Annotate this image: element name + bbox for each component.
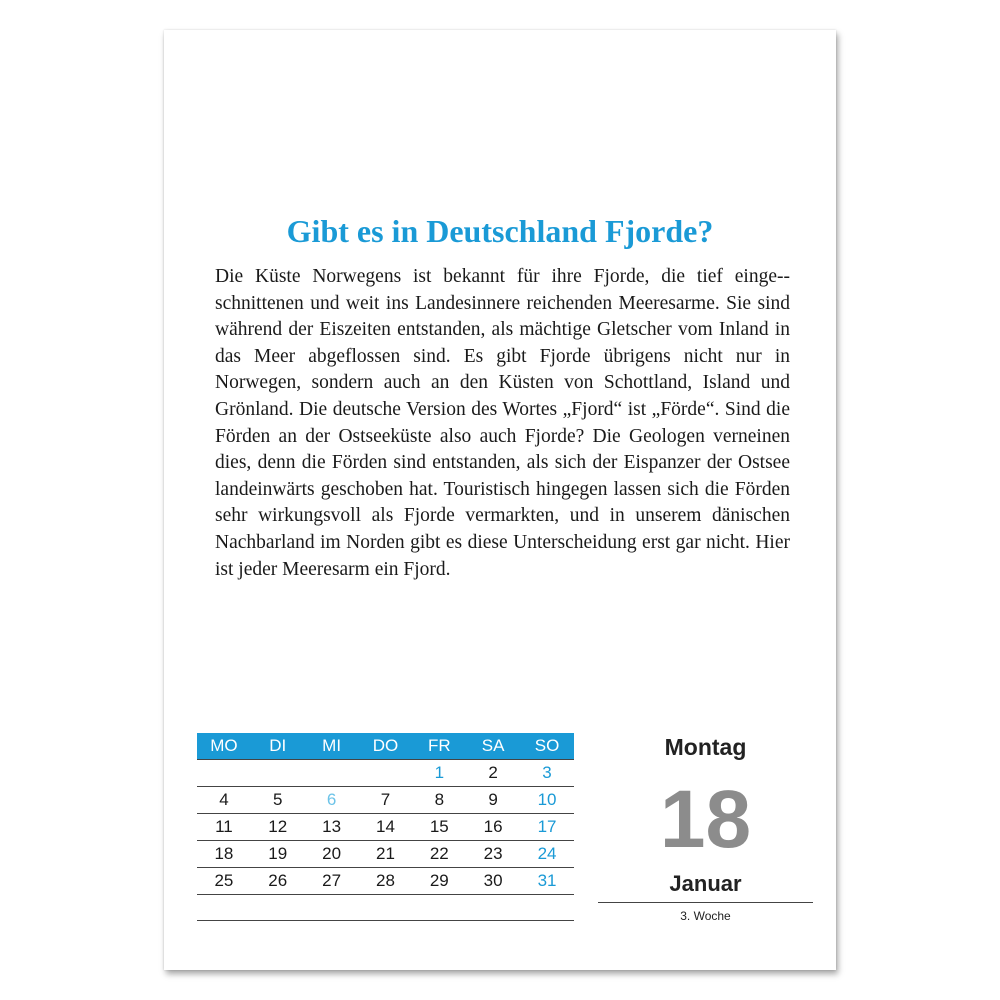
day-cell: 28 xyxy=(359,868,413,895)
day-cell: 19 xyxy=(251,841,305,868)
week-number-label: 3. Woche xyxy=(680,909,731,923)
day-cell: 16 xyxy=(466,814,520,841)
day-cell: 27 xyxy=(305,868,359,895)
week-row xyxy=(197,814,574,841)
day-cell: 23 xyxy=(466,841,520,868)
day-cell: 9 xyxy=(466,787,520,814)
header-fr: FR xyxy=(412,733,466,760)
day-cell: 13 xyxy=(305,814,359,841)
weekday-header-row xyxy=(197,733,574,760)
day-cell: 14 xyxy=(359,814,413,841)
day-cell: 29 xyxy=(412,868,466,895)
week-row-empty xyxy=(197,895,574,921)
day-cell-sunday: 10 xyxy=(520,787,574,814)
day-cell: 12 xyxy=(251,814,305,841)
article-body: Die Küste Norwegens ist bekannt für ihre Fjorde, die tief einge-schnittenen und weit ins Landesinnere reichenden Meeresarme. Sie sind während der Eiszeiten entstanden, als mächtige Gletscher vom Inland in das Meer abgeflossen sind. Es gibt Fjorde übrigens nicht nur in Norwegen, sondern auch an den Küsten von Schottland, Island und Grönland. Die deutsche Version des Wortes „Fjord“ ist „Förde“. Sind die Förden an der Ostseeküste also auch Fjorde? Die Geologen verneinen dies, denn die Förden sind entstanden, als sich der Eispanzer der Ostsee landeinwärts geschoben hat. Touristisch hingegen lassen sich die Förden sehr wirkungsvoll als Fjorde vermarkten, und in unserem dänischen Nachbarland im Norden gibt es diese Unterscheidung erst gar nicht. Hier ist jeder Meeresarm ein Fjord. xyxy=(215,266,790,580)
day-cell xyxy=(359,895,413,921)
day-cell: 8 xyxy=(412,787,466,814)
header-sa: SA xyxy=(466,733,520,760)
header-so: SO xyxy=(520,733,574,760)
day-cell-sunday: 3 xyxy=(520,760,574,787)
day-cell: 25 xyxy=(197,868,251,895)
date-divider xyxy=(598,902,813,903)
header-mi: MI xyxy=(305,733,359,760)
week-row xyxy=(197,868,574,895)
day-cell: 7 xyxy=(359,787,413,814)
day-cell xyxy=(305,760,359,787)
day-cell xyxy=(251,895,305,921)
day-cell xyxy=(305,895,359,921)
day-cell-holiday: 6 xyxy=(305,787,359,814)
day-cell xyxy=(197,760,251,787)
day-number: 18 xyxy=(659,774,752,865)
day-cell xyxy=(251,760,305,787)
day-cell-sunday: 24 xyxy=(520,841,574,868)
day-cell xyxy=(466,895,520,921)
day-cell: 4 xyxy=(197,787,251,814)
month-label: Januar xyxy=(669,871,742,896)
day-cell xyxy=(520,895,574,921)
day-cell-current: 18 xyxy=(197,841,251,868)
day-cell xyxy=(359,760,413,787)
weekday-label: Montag xyxy=(664,734,747,760)
header-di: DI xyxy=(251,733,305,760)
week-row xyxy=(197,760,574,787)
day-cell xyxy=(412,895,466,921)
day-cell-sunday: 17 xyxy=(520,814,574,841)
day-cell: 11 xyxy=(197,814,251,841)
week-row xyxy=(197,787,574,814)
article-title: Gibt es in Deutschland Fjorde? xyxy=(286,213,714,249)
header-do: DO xyxy=(359,733,413,760)
month-calendar xyxy=(197,733,574,921)
header-mo: MO xyxy=(197,733,251,760)
day-cell: 2 xyxy=(466,760,520,787)
day-cell: 22 xyxy=(412,841,466,868)
day-cell: 15 xyxy=(412,814,466,841)
day-cell: 5 xyxy=(251,787,305,814)
day-cell-holiday: 1 xyxy=(412,760,466,787)
day-cell: 30 xyxy=(466,868,520,895)
day-cell: 21 xyxy=(359,841,413,868)
day-cell xyxy=(197,895,251,921)
day-cell: 26 xyxy=(251,868,305,895)
day-cell: 20 xyxy=(305,841,359,868)
day-cell-sunday: 31 xyxy=(520,868,574,895)
week-row-current xyxy=(197,841,574,868)
